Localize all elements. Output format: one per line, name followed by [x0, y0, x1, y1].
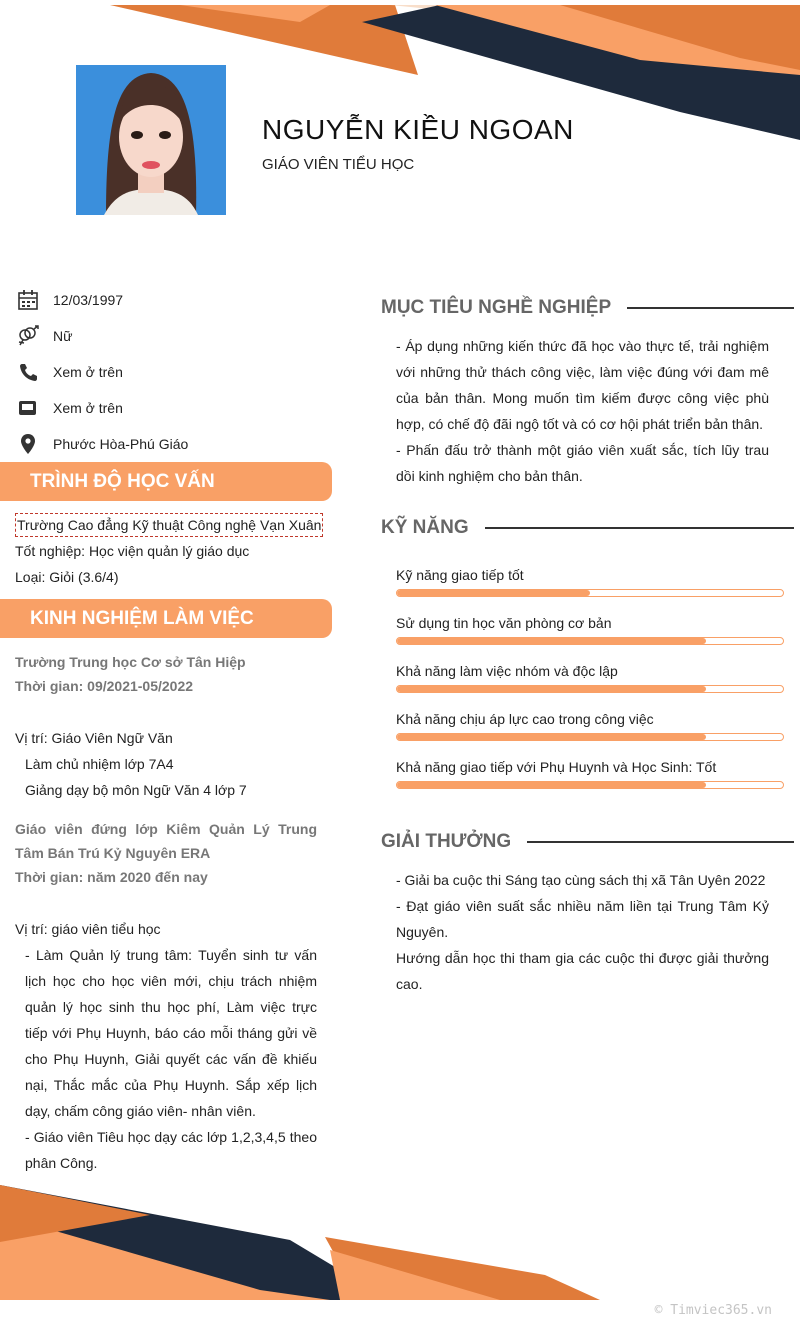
- objective-paragraph-2: - Phấn đấu trở thành một giáo viên xuất sắc, tích lũy trau dồi kinh nghiệm cho bản thân.: [396, 442, 769, 484]
- skill-label: Khả năng giao tiếp với Phụ Huynh và Học Sinh: Tốt: [396, 759, 717, 775]
- email-text: Xem ở trên: [53, 400, 123, 416]
- contact-address: [16, 426, 336, 462]
- skill-label: Sử dụng tin học văn phòng cơ bản: [396, 615, 612, 631]
- skill-label: Khả năng chịu áp lực cao trong công việc: [396, 711, 654, 727]
- profile-photo: [76, 65, 226, 215]
- birthdate-text: 12/03/1997: [53, 292, 124, 308]
- gender-icon: [16, 324, 40, 348]
- site-watermark: © Timviec365.vn: [654, 1303, 772, 1318]
- job2-duty-1: - Làm Quản lý trung tâm: Tuyển sinh tư vấn lịch học cho học viên mới, chịu trách nhiệm quản lý học sinh thu học phí, Làm việc trực tiếp với Phụ Huynh, báo cáo mỗi tháng gửi về cho Phụ Huynh, Giải quyết các vấn đề khiếu nại, Thắc mắc của Phụ Huynh. Sắp xếp lịch dạy, chấm công giáo viên- nhân viên.: [25, 947, 317, 1119]
- skill-bar: [396, 637, 784, 645]
- awards-section: [396, 867, 769, 997]
- skill-item: [396, 709, 784, 757]
- skills-section: [396, 565, 784, 805]
- contact-email: [16, 390, 336, 426]
- contact-info: [16, 282, 336, 462]
- education-section: [15, 512, 325, 590]
- education-school[interactable]: Trường Cao đẳng Kỹ thuật Công nghệ Vạn Xuân: [15, 513, 323, 537]
- contact-phone: [16, 354, 336, 390]
- job1-company: Trường Trung học Cơ sở Tân Hiệp: [15, 654, 246, 670]
- skill-bar-fill: [397, 782, 706, 788]
- footer-decoration: [0, 1180, 800, 1305]
- skill-bar-fill: [397, 638, 706, 644]
- phone-text: Xem ở trên: [53, 364, 123, 380]
- education-heading: TRÌNH ĐỘ HỌC VẤN: [0, 462, 332, 501]
- skill-bar-fill: [397, 734, 706, 740]
- email-icon: [16, 396, 40, 420]
- skill-label: Khả năng làm việc nhóm và độc lập: [396, 663, 618, 679]
- skills-header: [381, 514, 794, 542]
- awards-divider: [527, 841, 794, 843]
- skill-item: [396, 661, 784, 709]
- skill-item: [396, 565, 784, 613]
- skill-item: [396, 757, 784, 805]
- award-3: Hướng dẫn học thi tham gia các cuộc thi được giải thưởng cao.: [396, 950, 769, 992]
- job2-duty-2: - Giáo viên Tiêu học dạy các lớp 1,2,3,4,5 theo phân Công.: [25, 1129, 317, 1171]
- award-2: - Đạt giáo viên suất sắc nhiều năm liền tại Trung Tâm Kỷ Nguyên.: [396, 898, 769, 940]
- skill-bar: [396, 589, 784, 597]
- job1-period: Thời gian: 09/2021-05/2022: [15, 678, 194, 694]
- skill-bar: [396, 733, 784, 741]
- calendar-icon: [16, 288, 40, 312]
- job2-period: Thời gian: năm 2020 đến nay: [15, 869, 208, 885]
- job2-position: Vị trí: giáo viên tiểu học: [15, 921, 161, 937]
- experience-section: [15, 650, 317, 1176]
- objective-heading: MỤC TIÊU NGHỀ NGHIỆP: [381, 297, 612, 318]
- skill-bar-fill: [397, 590, 590, 596]
- education-grade: Loại: Giỏi (3.6/4): [15, 569, 119, 585]
- skill-bar: [396, 781, 784, 789]
- candidate-name: NGUYỄN KIỀU NGOAN: [262, 114, 574, 145]
- skill-bar-fill: [397, 686, 706, 692]
- address-text: Phước Hòa-Phú Giáo: [53, 436, 189, 452]
- contact-birthdate: [16, 282, 336, 318]
- education-graduated: Tốt nghiệp: Học viện quản lý giáo dục: [15, 543, 250, 559]
- skill-item: [396, 613, 784, 661]
- objective-paragraph-1: - Áp dụng những kiến thức đã học vào thực tế, trải nghiệm với những thử thách công việc, làm việc đúng với đam mê của bản thân. Mong muốn tìm kiếm được công việc phù hợp, có chế độ đãi ngộ tốt và có cơ hội phát triển bản thân.: [396, 338, 769, 432]
- phone-icon: [16, 360, 40, 384]
- candidate-job-title: GIÁO VIÊN TIỂU HỌC: [262, 156, 415, 173]
- awards-heading: GIẢI THƯỞNG: [381, 831, 512, 852]
- contact-gender: [16, 318, 336, 354]
- skills-divider: [485, 527, 794, 529]
- awards-header: [381, 828, 794, 856]
- skill-label: Kỹ năng giao tiếp tốt: [396, 567, 524, 583]
- gender-text: Nữ: [53, 328, 73, 344]
- location-pin-icon: [16, 432, 40, 456]
- job2-company: Giáo viên đứng lớp Kiêm Quản Lý Trung Tâm Bán Trú Kỷ Nguyên ERA: [15, 821, 317, 861]
- experience-heading: KINH NGHIỆM LÀM VIỆC: [0, 599, 332, 638]
- objective-divider: [627, 307, 794, 309]
- objective-section: [396, 333, 769, 489]
- skill-bar: [396, 685, 784, 693]
- objective-header: [381, 294, 794, 322]
- job1-duty-1: Làm chủ nhiệm lớp 7A4: [25, 756, 174, 772]
- job1-position: Vị trí: Giáo Viên Ngữ Văn: [15, 730, 173, 746]
- award-1: - Giải ba cuộc thi Sáng tạo cùng sách thị xã Tân Uyên 2022: [396, 872, 766, 888]
- job1-duty-2: Giảng dạy bộ môn Ngữ Văn 4 lớp 7: [25, 782, 247, 798]
- skills-heading: KỸ NĂNG: [381, 517, 469, 538]
